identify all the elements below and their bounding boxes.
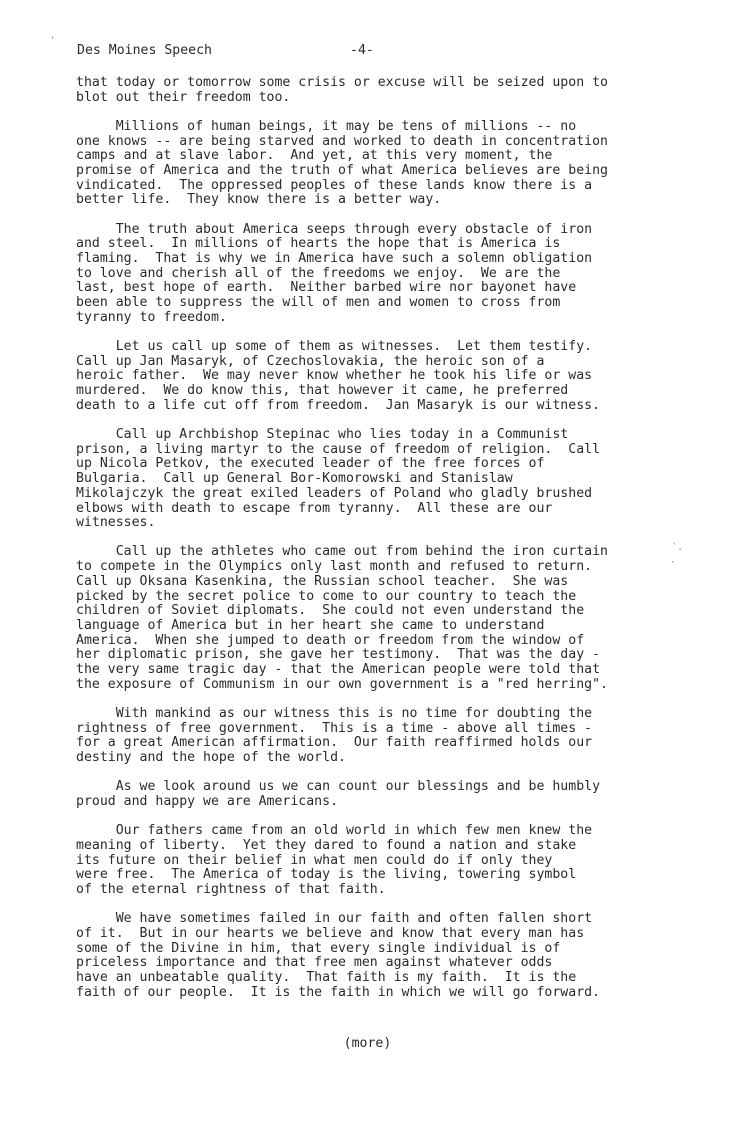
- paragraph-5: Call up Archbishop Stepinac who lies today in a Communist prison, a living martyr to the cause of freedom of religion. Call up Nicola Petkov, the executed leader of the free forces of Bulgaria. Call up General Bor-Komorowski and Stanislaw Mikolajczyk the great exiled leaders of Poland who gladly brushed elbows with death to escape from tyranny. All these are our witnesses.: [76, 427, 601, 531]
- page-number: -4-: [350, 43, 374, 58]
- paragraph-6: Call up the athletes who came out from behind the iron curtain to compete in the Olympics only last month and refused to return. Call up Oksana Kasenkina, the Russian school teacher. She was picked by the secret police to come to our country to teach the children of Soviet diplomats. She could not even understand the language of America but in her heart she came to understand America. When she jumped to death or freedom from the window of her diplomatic prison, she gave her testimony. That was the day - the very same tragic day - that the American people were told that the exposure of Communism in our own government is a "red herring".: [76, 544, 608, 692]
- paragraph-3: The truth about America seeps through every obstacle of iron and steel. In millions of hearts the hope that is America is flaming. That is why we in America have such a solemn obligation to love and cherish all of the freedoms we enjoy. We are the last, best hope of earth. Neither barbed wire nor bayonet have been able to suppress the will of men and women to cross from tyranny to freedom.: [76, 221, 593, 325]
- paragraph-10: We have sometimes failed in our faith and often fallen short of it. But in our hearts we believe and know that every man has some of the Divine in him, that every single individual is of priceless importance and that free men against whatever odds have an unbeatable quality. That faith is my faith. It is the faith of our people. It is the faith in which we will go forward.: [76, 911, 601, 1000]
- paragraph-4: Let us call up some of them as witnesses. Let them testify. Call up Jan Masaryk, of Czechoslovakia, the heroic son of a heroic father. We may never know whether he took his life or was murdered. We do know this, that however it came, he preferred death to a life cut off from freedom. Jan Masaryk is our witness.: [76, 339, 601, 413]
- continuation-note: (more): [343, 1036, 392, 1051]
- page-header: [77, 44, 677, 62]
- paragraph-8: As we look around us we can count our blessings and be humbly proud and happy we are Americans.: [76, 779, 601, 810]
- paragraph-2: Millions of human beings, it may be tens of millions -- no one knows -- are being starved and worked to death in concentration camps and at slave labor. And yet, at this very moment, the promise of America and the truth of what America believes are being vindicated. The oppressed peoples of these lands know there is a better life. They know there is a better way.: [76, 118, 608, 208]
- paragraph-9: Our fathers came from an old world in which few men knew the meaning of liberty. Yet they dared to found a nation and stake its future on their belief in what men could do if only they were free. The America of today is the living, towering symbol of the eternal rightness of that faith.: [76, 823, 593, 898]
- paragraph-1: that today or tomorrow some crisis or excuse will be seized upon to blot out their freedom too.: [76, 75, 608, 105]
- document-body: [76, 76, 676, 1015]
- paragraph-7: With mankind as our witness this is no time for doubting the rightness of free government. This is a time - above all times - for a great American affirmation. Our faith reaffirmed holds our destiny and the hope of the world.: [76, 706, 593, 766]
- document-title: Des Moines Speech: [77, 43, 212, 58]
- margin-speck: ': [50, 36, 56, 46]
- margin-speck: `.: [672, 543, 683, 553]
- margin-speck: ·: [670, 558, 676, 568]
